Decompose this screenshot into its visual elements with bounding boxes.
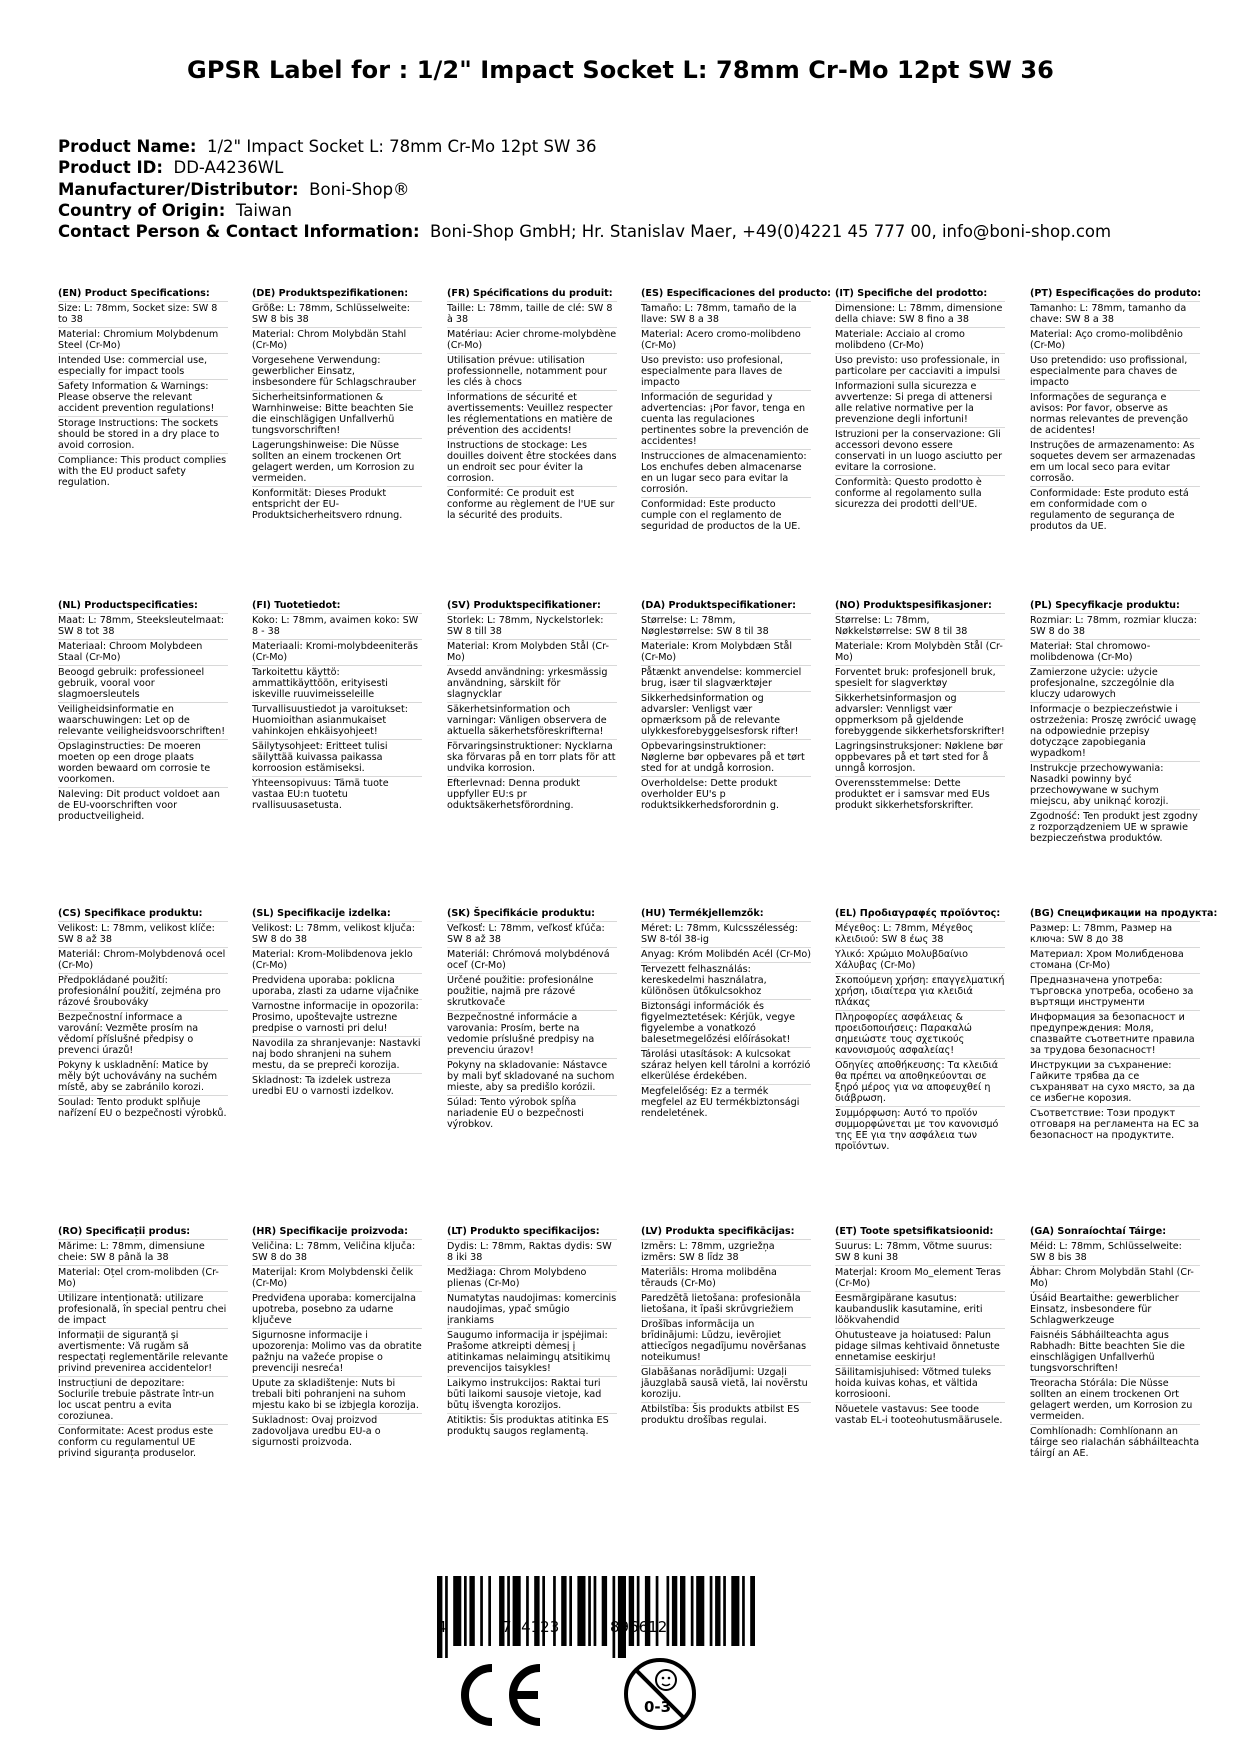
spec-item: Opbevaringsinstruktioner: Nøglerne bør opbevares på et tørt sted for at undgå korrosion. xyxy=(641,739,811,774)
spec-item: Skladnost: Ta izdelek ustreza uredbi EU o varnosti izdelkov. xyxy=(252,1073,422,1097)
barcode-bar xyxy=(445,1576,448,1658)
spec-item: Efterlevnad: Denna produkt uppfyller EU:s pr oduktsäkerhetsförordning. xyxy=(447,776,617,811)
spec-item: Materiale: Acciaio al cromo molibdeno (Cr-Mo) xyxy=(835,327,1005,351)
spec-item: Material: Krom Molybden Stål (Cr-Mo) xyxy=(447,639,617,663)
spec-item: Beoogd gebruik: professioneel gebruik, vooral voor slagmoersleutels xyxy=(58,665,228,700)
spec-item: Tervezett felhasználás: kereskedelmi használatra, különösen ütőkulcsokhoz xyxy=(641,962,811,997)
spec-block xyxy=(835,600,1005,811)
spec-item: Bezpečnostní informace a varování: Vezměte prosím na vědomí příslušné předpisy o prevenci úrazů! xyxy=(58,1010,228,1056)
spec-block-heading: (SL) Specifikacije izdelka: xyxy=(252,908,391,919)
spec-item: Turvallisuustiedot ja varoitukset: Huomioithan asianmukaiset vahinkojen ehkäisyohjeet! xyxy=(252,702,422,737)
spec-item: Размер: L: 78mm, Размер на ключа: SW 8 до 38 xyxy=(1030,921,1200,945)
spec-item: Anyag: Króm Molibdén Acél (Cr-Mo) xyxy=(641,949,811,960)
spec-item: Съответствие: Този продукт отговаря на регламента на ЕС за безопасност на продуктите. xyxy=(1030,1108,1199,1141)
info-row xyxy=(58,221,1111,242)
spec-item: Informații de siguranță și avertismente: Vă rugăm să respectați reglementările relevante privind prevenirea accidentelor! xyxy=(58,1330,229,1374)
spec-block-heading: (LT) Produkto specifikacijos: xyxy=(447,1226,600,1237)
spec-item: Biztonsági információk és figyelmeztetések: Kérjük, vegye figyelembe a vonatkozó balesetmegelőzési előírásokat! xyxy=(641,999,811,1045)
spec-item: Informazioni sulla sicurezza e avvertenze: Si prega di attenersi alle relative normative per la prevenzione degli infortuni! xyxy=(835,379,1005,425)
spec-item: Materiaal: Chroom Molybdeen Staal (Cr-Mo) xyxy=(58,639,228,663)
barcode-bar xyxy=(691,1576,694,1646)
barcode-digit-first: 4 xyxy=(437,1618,447,1636)
info-row xyxy=(58,200,1111,221)
spec-item: Comhlíonadh: Comhlíonann an táirge seo rialachán sábháilteachta táirgí an AE. xyxy=(1030,1426,1200,1459)
spec-item: Úsáid Beartaithe: gewerblicher Einsatz, insbesondere für Schlagwerkzeuge xyxy=(1030,1291,1200,1326)
spec-block-heading: (PL) Specyfikacje produktu: xyxy=(1030,600,1180,611)
spec-item: Ábhar: Chrom Molybdän Stahl (Cr-Mo) xyxy=(1030,1265,1200,1289)
barcode-digits-left: 714123 xyxy=(502,1618,560,1636)
spec-block-heading: (HU) Termékjellemzők: xyxy=(641,908,764,919)
spec-item: Navodila za shranjevanje: Nastavki naj bodo shranjeni na suhem mestu, da se prepreči korozija. xyxy=(252,1038,421,1071)
spec-item: Säilytysohjeet: Eritteet tulisi säilyttää kuivassa paikassa korroosion estämiseksi. xyxy=(252,739,422,774)
spec-block-heading: (PT) Especificações do produto: xyxy=(1030,288,1202,299)
spec-item: Vorgesehene Verwendung: gewerblicher Einsatz, insbesondere für Schlagschrauber xyxy=(252,353,422,388)
page-title: GPSR Label for : 1/2" Impact Socket L: 78mm Cr-Mo 12pt SW 36 xyxy=(187,56,1054,84)
spec-block xyxy=(1030,908,1218,1141)
spec-item: Materiał: Stal chromowo-molibdenowa (Cr-Mo) xyxy=(1030,639,1200,663)
spec-block xyxy=(252,288,422,521)
spec-item: Upute za skladištenje: Nuts bi trebali biti pohranjeni na suhom mjestu kako bi se izbjegla korozija. xyxy=(252,1376,422,1411)
barcode-bar xyxy=(750,1576,755,1646)
spec-item: Istruzioni per la conservazione: Gli accessori devono essere conservati in un luogo asciutto per evitare la corrosione. xyxy=(835,427,1005,473)
spec-item: Storage Instructions: The sockets should be stored in a dry place to avoid corrosion. xyxy=(58,416,228,451)
spec-item: Sigurnosne informacije i upozorenja: Molimo vas da obratite pažnju na važeće propise o prevenciji nesreća! xyxy=(252,1330,422,1374)
barcode-bar xyxy=(577,1576,585,1646)
spec-block xyxy=(447,1226,617,1437)
spec-item: Material: Chrom Molybdän Stahl (Cr-Mo) xyxy=(252,327,422,351)
barcode-bar xyxy=(453,1576,461,1646)
spec-item: Izmērs: L: 78mm, uzgriežņa izmērs: SW 8 līdz 38 xyxy=(641,1239,811,1263)
spec-item: Påtænkt anvendelse: kommerciel brug, især til slagværktøjer xyxy=(641,665,811,689)
barcode-bar xyxy=(488,1576,491,1646)
spec-item: Informations de sécurité et avertissements: Veuillez respecter les réglementations en matière de prévention des accidents! xyxy=(447,390,617,436)
spec-item: Инструкции за съхранение: Гайките трябва да се съхраняват на сухо място, за да се избегне корозия. xyxy=(1030,1058,1200,1104)
spec-item: Materijal: Krom Molybdenski čelik (Cr-Mo) xyxy=(252,1265,422,1289)
spec-item: Megfelelőség: Ez a termék megfelel az EU termékbiztonsági rendeletének. xyxy=(641,1084,811,1119)
spec-item: Sikkerhetsinformasjon og advarsler: Vennligst vær oppmerksom på gjeldende forebyggende sikkerhetsforskrifter! xyxy=(835,693,1005,737)
spec-item: Συμμόρφωση: Αυτό το προϊόν συμμορφώνεται με τον κανονισμό της ΕΕ για την ασφάλεια των προϊόντων. xyxy=(835,1106,1005,1152)
spec-block-heading: (FR) Spécifications du produit: xyxy=(447,288,613,299)
spec-item: Instructions de stockage: Les douilles doivent être stockées dans un endroit sec pour éviter la corrosion. xyxy=(447,440,617,484)
spec-block xyxy=(447,600,617,811)
spec-item: Atbilstība: Šis produkts atbilst ES produktu drošības regulai. xyxy=(641,1402,811,1426)
spec-block xyxy=(1030,288,1200,532)
barcode-bar xyxy=(602,1576,607,1646)
spec-block-heading: (NO) Produktspesifikasjoner: xyxy=(835,600,992,611)
spec-item: Zgodność: Ten produkt jest zgodny z rozporządzeniem UE w sprawie bezpieczeństwa produktów. xyxy=(1030,809,1200,844)
spec-item: Størrelse: L: 78mm, Nøglestørrelse: SW 8 til 38 xyxy=(641,613,811,637)
spec-item: Informações de segurança e avisos: Por favor, observe as normas relevantes de prevenção de acidentes! xyxy=(1030,390,1200,436)
spec-item: Οδηγίες αποθήκευσης: Τα κλειδιά θα πρέπει να αποθηκεύονται σε ξηρό μέρος για να αποφευχθεί η διάβρωση. xyxy=(835,1058,1005,1104)
spec-block-heading: (GA) Sonraíochtaí Táirge: xyxy=(1030,1226,1167,1237)
spec-block-heading: (ET) Toote spetsifikatsioonid: xyxy=(835,1226,994,1237)
spec-item: Mărime: L: 78mm, dimensiune cheie: SW 8 până la 38 xyxy=(58,1239,228,1263)
spec-item: Material: Chromium Molybdenum Steel (Cr-Mo) xyxy=(58,327,228,351)
spec-item: Faisnéis Sábháilteachta agus Rabhadh: Bitte beachten Sie die einschlägigen Unfallverhü tungsvorschriften! xyxy=(1030,1328,1200,1374)
spec-item: Nõuetele vastavus: See toode vastab EL-i tooteohutusmäärusele. xyxy=(835,1402,1005,1426)
spec-item: Sicherheitsinformationen & Warnhinweise: Bitte beachten Sie die einschlägigen Unfallverhü tungsvorschriften! xyxy=(252,390,422,436)
barcode-bar xyxy=(613,1576,616,1658)
spec-item: Treoracha Stórála: Die Nüsse sollten an einem trockenen Ort gelagert werden, um Korrosion zu vermeiden. xyxy=(1030,1376,1200,1422)
spec-item: Yhteensopivuus: Tämä tuote vastaa EU:n tuotetu rvallisuusasetusta. xyxy=(252,776,422,811)
spec-item: Pokyny k uskladnění: Matice by měly být uchovávány na suchém místě, aby se zabránilo korozi. xyxy=(58,1058,228,1093)
spec-item: Utilisation prévue: utilisation professionnelle, notamment pour les clés à chocs xyxy=(447,353,617,388)
spec-item: Materjal: Kroom Mo_element Teras (Cr-Mo) xyxy=(835,1265,1005,1289)
spec-block-heading: (SK) Špecifikácie produktu: xyxy=(447,908,596,919)
spec-block-heading: (DA) Produktspecifikationer: xyxy=(641,600,796,611)
spec-item: Lagringsinstruksjoner: Nøklene bør oppbevares på et tørt sted for å unngå korrosjon. xyxy=(835,739,1005,774)
spec-block-heading: (EL) Προδιαγραφές προϊόντος: xyxy=(835,908,1001,919)
barcode-bar xyxy=(715,1576,720,1646)
barcode-icon xyxy=(437,1576,755,1658)
spec-item: Instrucțiuni de depozitare: Soclurile trebuie păstrate într-un loc uscat pentru a evita coroziunea. xyxy=(58,1376,228,1422)
info-value: Boni-Shop® xyxy=(309,179,410,199)
spec-item: Предназначена употреба: търговска употреба, особено за въртящи инструменти xyxy=(1030,973,1200,1008)
barcode-bar xyxy=(723,1576,726,1646)
spec-item: Opslaginstructies: De moeren moeten op een droge plaats worden bewaard om corrosie te voorkomen. xyxy=(58,739,228,785)
barcode-bar xyxy=(569,1576,572,1646)
spec-item: Eesmärgipärane kasutus: kaubanduslik kasutamine, eriti löökvahendid xyxy=(835,1291,1005,1326)
info-value: DD-A4236WL xyxy=(173,158,284,178)
spec-block-heading: (CS) Specifikace produktu: xyxy=(58,908,203,919)
spec-block-heading: (HR) Specifikacije proizvoda: xyxy=(252,1226,408,1237)
spec-item: Matériau: Acier chrome-molybdène (Cr-Mo) xyxy=(447,329,617,351)
spec-item: Předpokládané použití: profesionální použití, zejména pro rázové šroubováky xyxy=(58,973,228,1008)
spec-item: Uso pretendido: uso profissional, especialmente para chaves de impacto xyxy=(1030,353,1200,388)
spec-item: Tarkoitettu käyttö: ammattikäyttöön, erityisesti iskeville ruuvimeisseleille xyxy=(252,665,422,700)
barcode-bar xyxy=(710,1576,713,1646)
spec-block-heading: (ES) Especificaciones del producto: xyxy=(641,288,832,299)
spec-item: Predvidena uporaba: poklicna uporaba, zlasti za udarne vijačnike xyxy=(252,973,422,997)
spec-block-heading: (BG) Спецификации на продукта: xyxy=(1030,908,1218,919)
spec-item: Tárolási utasítások: A kulcsokat száraz helyen kell tárolni a korrózió elkerülése érdekében. xyxy=(641,1049,811,1082)
spec-item: Intended Use: commercial use, especially for impact tools xyxy=(58,353,228,377)
spec-block-heading: (IT) Specifiche del prodotto: xyxy=(835,288,988,299)
spec-item: Glabāšanas norādījumi: Uzgaļi jāuzglabā sausā vietā, lai novērstu koroziju. xyxy=(641,1365,811,1400)
spec-block xyxy=(835,1226,1005,1426)
barcode-bar xyxy=(464,1576,467,1646)
spec-item: Материал: Хром Молибденова стомана (Cr-Mo) xyxy=(1030,947,1200,971)
info-label: Product Name: xyxy=(58,137,197,156)
spec-item: Πληροφορίες ασφάλειας & προειδοποιήσεις: Παρακαλώ σημειώστε τους σχετικούς κανονισμούς ασφαλείας! xyxy=(835,1010,1005,1056)
spec-item: Naleving: Dit product voldoet aan de EU-voorschriften voor productveiligheid. xyxy=(58,787,228,822)
spec-item: Informacje o bezpieczeństwie i ostrzeżenia: Proszę zwrócić uwagę na odpowiednie przepisy dotyczące zapobiegania wypadkom! xyxy=(1030,702,1200,759)
spec-item: Conformité: Ce produit est conforme au règlement de l'UE sur la sécurité des produits. xyxy=(447,486,617,521)
barcode-bar xyxy=(731,1576,739,1646)
spec-item: Materiale: Krom Molybdæn Stål (Cr-Mo) xyxy=(641,639,811,663)
barcode-bar xyxy=(480,1576,483,1646)
spec-item: Drošības informācija un brīdinājumi: Lūdzu, ievērojiet attiecīgos negadījumu novēršanas noteikumus! xyxy=(641,1317,811,1363)
info-label: Manufacturer/Distributor: xyxy=(58,179,299,199)
spec-item: Dimensione: L: 78mm, dimensione della chiave: SW 8 fino a 38 xyxy=(835,301,1005,325)
spec-item: Größe: L: 78mm, Schlüsselweite: SW 8 bis 38 xyxy=(252,301,422,325)
spec-item: Instrukcje przechowywania: Nasadki powinny być przechowywane w suchym miejscu, aby uniknąć korozji. xyxy=(1030,761,1200,807)
barcode-bar xyxy=(561,1576,566,1646)
info-value: Boni-Shop GmbH; Hr. Stanislav Maer, +49(0)4221 45 777 00, info@boni-shop.com xyxy=(430,222,1112,242)
spec-item: Material: Oțel crom-molibden (Cr-Mo) xyxy=(58,1265,228,1289)
spec-item: Koko: L: 78mm, avaimen koko: SW 8 - 38 xyxy=(252,613,422,637)
spec-item: Rozmiar: L: 78mm, rozmiar klucza: SW 8 do 38 xyxy=(1030,613,1200,637)
spec-item: Taille: L: 78mm, taille de clé: SW 8 à 38 xyxy=(447,301,617,325)
spec-block xyxy=(641,600,811,811)
spec-item: Størrelse: L: 78mm, Nøkkelstørrelse: SW 8 til 38 xyxy=(835,613,1005,637)
spec-item: Förvaringsinstruktioner: Nycklarna ska förvaras på en torr plats för att undvika korrosion. xyxy=(447,741,616,774)
spec-block xyxy=(641,908,811,1119)
info-label: Country of Origin: xyxy=(58,200,226,220)
spec-item: Veličina: L: 78mm, Veličina ključa: SW 8 do 38 xyxy=(252,1239,422,1263)
barcode-bar xyxy=(469,1576,474,1646)
spec-block xyxy=(447,288,617,521)
spec-item: Konformität: Dieses Produkt entspricht der EU-Produktsicherheitsvero rdnung. xyxy=(252,486,422,521)
spec-item: Conformità: Questo prodotto è conforme al regolamento sulla sicurezza dei prodotti dell'UE. xyxy=(835,475,1005,510)
info-label: Contact Person & Contact Information: xyxy=(58,222,420,242)
spec-item: Sukladnost: Ovaj proizvod zadovoljava uredbu EU-a o sigurnosti proizvoda. xyxy=(252,1413,422,1448)
spec-item: Tamaño: L: 78mm, tamaño de la llave: SW 8 a 38 xyxy=(641,301,811,325)
spec-block xyxy=(252,908,422,1097)
barcode-bar xyxy=(588,1576,591,1646)
spec-item: Suurus: L: 78mm, Võtme suurus: SW 8 kuni 38 xyxy=(835,1239,1005,1263)
spec-item: Tamanho: L: 78mm, tamanho da chave: SW 8 a 38 xyxy=(1030,301,1200,325)
info-label: Product ID: xyxy=(58,158,163,178)
spec-item: Uso previsto: uso profesional, especialmente para llaves de impacto xyxy=(641,353,811,388)
spec-item: Zamierzone użycie: użycie profesjonalne, szczególnie dla kluczy udarowych xyxy=(1030,665,1200,700)
spec-block xyxy=(1030,600,1200,844)
spec-block xyxy=(1030,1226,1200,1459)
spec-item: Méret: L: 78mm, Kulcsszélesség: SW 8-tól 38-ig xyxy=(641,921,811,945)
info-row xyxy=(58,136,1111,157)
spec-item: Utilizare intenționată: utilizare profesională, în special pentru chei de impact xyxy=(58,1293,227,1326)
spec-item: Pokyny na skladovanie: Nástavce by mali byť skladované na suchom mieste, aby sa predišlo korózii. xyxy=(447,1058,617,1093)
barcode-bar xyxy=(672,1576,677,1646)
info-value: 1/2" Impact Socket L: 78mm Cr-Mo 12pt SW 36 xyxy=(206,137,597,156)
spec-block xyxy=(58,600,228,822)
spec-item: Materiale: Krom Molybdèn Stål (Cr-Mo) xyxy=(835,639,1005,663)
spec-item: Σκοπούμενη χρήση: επαγγελματική χρήση, ιδιαίτερα για κλειδιά πλάκας xyxy=(835,975,1005,1008)
spec-item: Atitiktis: Šis produktas atitinka ES produktų saugos reglamentą. xyxy=(447,1413,617,1437)
spec-item: Información de seguridad y advertencias: ¡Por favor, tenga en cuenta las regulaciones pertinentes sobre la prevención de accidentes! xyxy=(641,390,811,447)
spec-item: Velikost: L: 78mm, velikost klíče: SW 8 až 38 xyxy=(58,921,228,945)
spec-item: Overholdelse: Dette produkt overholder EU's p roduktsikkerhedsforordnin g. xyxy=(641,776,811,811)
spec-item: Conformidad: Este producto cumple con el reglamento de seguridad de productos de la UE. xyxy=(641,497,811,532)
info-row xyxy=(58,157,1111,178)
barcode-bar xyxy=(437,1576,442,1658)
spec-item: Instruções de armazenamento: As soquetes devem ser armazenadas em um local seco para evitar corrosão. xyxy=(1030,438,1200,484)
spec-block xyxy=(252,1226,422,1448)
spec-block-heading: (FI) Tuotetiedot: xyxy=(252,600,341,611)
spec-block xyxy=(835,908,1005,1152)
spec-item: Υλικό: Χρώμιο Μολυβδαίνιο Χάλυβας (Cr-Mo) xyxy=(835,947,1005,971)
spec-item: Size: L: 78mm, Socket size: SW 8 to 38 xyxy=(58,301,228,325)
spec-block-heading: (NL) Productspecificaties: xyxy=(58,600,198,611)
spec-item: Varnostne informacije in opozorila: Prosimo, upoštevajte ustrezne predpise o varnosti pri delu! xyxy=(252,999,422,1034)
spec-item: Overensstemmelse: Dette produktet er i samsvar med EUs produkt sikkerhetsforskrifter. xyxy=(835,776,1005,811)
spec-item: Veľkosť: L: 78mm, veľkosť kľúča: SW 8 až 38 xyxy=(447,921,617,945)
spec-item: Materiál: Chrómová molybdénová oceľ (Cr-Mo) xyxy=(447,947,617,971)
info-row xyxy=(58,179,1111,200)
spec-item: Predviđena uporaba: komercijalna upotreba, posebno za udarne ključeve xyxy=(252,1291,422,1326)
spec-item: Súlad: Tento výrobok spĺňa nariadenie EÚ o bezpečnosti výrobkov. xyxy=(447,1095,617,1130)
spec-block xyxy=(252,600,422,811)
spec-item: Compliance: This product complies with the EU product safety regulation. xyxy=(58,455,227,488)
spec-item: Safety Information & Warnings: Please observe the relevant accident prevention regulations! xyxy=(58,379,228,414)
spec-item: Lagerungshinweise: Die Nüsse sollten an einem trockenen Ort gelagert werden, um Korrosion zu vermeiden. xyxy=(252,438,422,484)
barcode-digits-right: 896612 xyxy=(610,1618,668,1636)
barcode-bar xyxy=(742,1576,745,1646)
spec-block xyxy=(58,908,228,1119)
spec-item: Avsedd användning: yrkesmässig användning, särskilt för slagnycklar xyxy=(447,665,617,700)
spec-item: Storlek: L: 78mm, Nyckelstorlek: SW 8 till 38 xyxy=(447,613,617,637)
age-0-3-warning-icon xyxy=(622,1656,698,1732)
spec-item: Soulad: Tento produkt splňuje nařízení EU o bezpečnosti výrobků. xyxy=(58,1097,227,1119)
spec-item: Conformitate: Acest produs este conform cu regulamentul UE privind siguranța produselor. xyxy=(58,1424,228,1459)
spec-item: Instrucciones de almacenamiento: Los enchufes deben almacenarse en un lugar seco para evitar la corrosión. xyxy=(641,449,811,495)
spec-item: Paredzētā lietošana: profesionāla lietošana, it īpaši skrūvgriežiem xyxy=(641,1291,811,1315)
spec-item: Material: Acero cromo-molibdeno (Cr-Mo) xyxy=(641,327,811,351)
info-value: Taiwan xyxy=(235,200,292,220)
spec-item: Bezpečnostné informácie a varovania: Prosím, berte na vedomie príslušné predpisy na prevenciu úrazov! xyxy=(447,1010,617,1056)
spec-item: Medžiaga: Chrom Molybdeno plienas (Cr-Mo) xyxy=(447,1265,617,1289)
spec-item: Material: Aço cromo-molibdênio (Cr-Mo) xyxy=(1030,327,1200,351)
spec-block xyxy=(641,1226,811,1426)
spec-block xyxy=(447,908,617,1130)
barcode-bar xyxy=(696,1576,704,1646)
spec-item: Forventet bruk: profesjonell bruk, spesielt for slagverktøy xyxy=(835,665,1005,689)
spec-item: Materiāls: Hroma molibdēna tērauds (Cr-Mo) xyxy=(641,1265,811,1289)
spec-item: Dydis: L: 78mm, Raktas dydis: SW 8 iki 38 xyxy=(447,1239,617,1263)
spec-block-heading: (EN) Product Specifications: xyxy=(58,288,210,299)
spec-item: Saugumo informacija ir įspėjimai: Prašome atkreipti dėmesį į atitinkamas nelaimingų atsitikimų prevencijos taisykles! xyxy=(447,1328,617,1374)
spec-item: Maat: L: 78mm, Steeksleutelmaat: SW 8 tot 38 xyxy=(58,613,228,637)
spec-block xyxy=(58,288,228,488)
spec-item: Materiál: Chrom-Molybdenová ocel (Cr-Mo) xyxy=(58,947,228,971)
spec-block xyxy=(641,288,832,532)
spec-item: Laikymo instrukcijos: Raktai turi būti laikomi sausoje vietoje, kad būtų išvengta korozijos. xyxy=(447,1376,617,1411)
spec-item: Určené použitie: profesionálne použitie, najmä pre rázové skrutkovače xyxy=(447,973,617,1008)
age-range-label: 0-3 xyxy=(644,1698,672,1716)
spec-item: Velikost: L: 78mm, velikost ključa: SW 8 do 38 xyxy=(252,921,422,945)
spec-item: Μέγεθος: L: 78mm, Μέγεθος κλειδιού: SW 8 έως 38 xyxy=(835,921,1005,945)
spec-block-heading: (LV) Produkta specifikācijas: xyxy=(641,1226,795,1237)
spec-item: Materiaali: Kromi-molybdeeniteräs (Cr-Mo) xyxy=(252,639,422,663)
spec-block-heading: (SV) Produktspecifikationer: xyxy=(447,600,601,611)
spec-item: Информация за безопасност и предупреждения: Моля, спазвайте съответните правила за трудова безопасност! xyxy=(1030,1010,1200,1056)
spec-item: Méid: L: 78mm, Schlüsselweite: SW 8 bis 38 xyxy=(1030,1239,1200,1263)
spec-block-heading: (RO) Specificații produs: xyxy=(58,1226,191,1237)
spec-item: Säkerhetsinformation och varningar: Vänligen observera de aktuella säkerhetsföreskrifterna! xyxy=(447,702,617,737)
barcode-bar xyxy=(680,1576,685,1646)
spec-block xyxy=(58,1226,228,1459)
spec-item: Numatytas naudojimas: komercinis naudojimas, ypač smūgio įrankiams xyxy=(447,1293,617,1326)
spec-item: Veiligheidsinformatie en waarschuwingen: Let op de relevante veiligheidsvoorschriften! xyxy=(58,702,228,737)
spec-item: Ohutusteave ja hoiatused: Palun pidage silmas kehtivaid õnnetuste ennetamise eeskirju! xyxy=(835,1328,1005,1363)
barcode-bar xyxy=(594,1576,597,1646)
spec-block-heading: (DE) Produktspezifikationen: xyxy=(252,288,409,299)
spec-block xyxy=(835,288,1005,510)
spec-item: Sikkerhedsinformation og advarsler: Venligst vær opmærksom på de relevante ulykkesforebyggelsesforsk rifter! xyxy=(641,691,811,737)
ce-mark-icon xyxy=(450,1660,550,1730)
product-info xyxy=(58,136,1111,242)
spec-item: Säilitamisjuhised: Võtmed tuleks hoida kuivas kohas, et vältida korrosiooni. xyxy=(835,1365,1005,1400)
spec-item: Conformidade: Este produto está em conformidade com o regulamento de segurança de produtos da UE. xyxy=(1030,486,1200,532)
spec-item: Uso previsto: uso professionale, in particolare per cacciaviti a impulsi xyxy=(835,353,1005,377)
spec-item: Material: Krom-Molibdenova jeklo (Cr-Mo) xyxy=(252,947,422,971)
barcode-bar xyxy=(618,1576,626,1658)
